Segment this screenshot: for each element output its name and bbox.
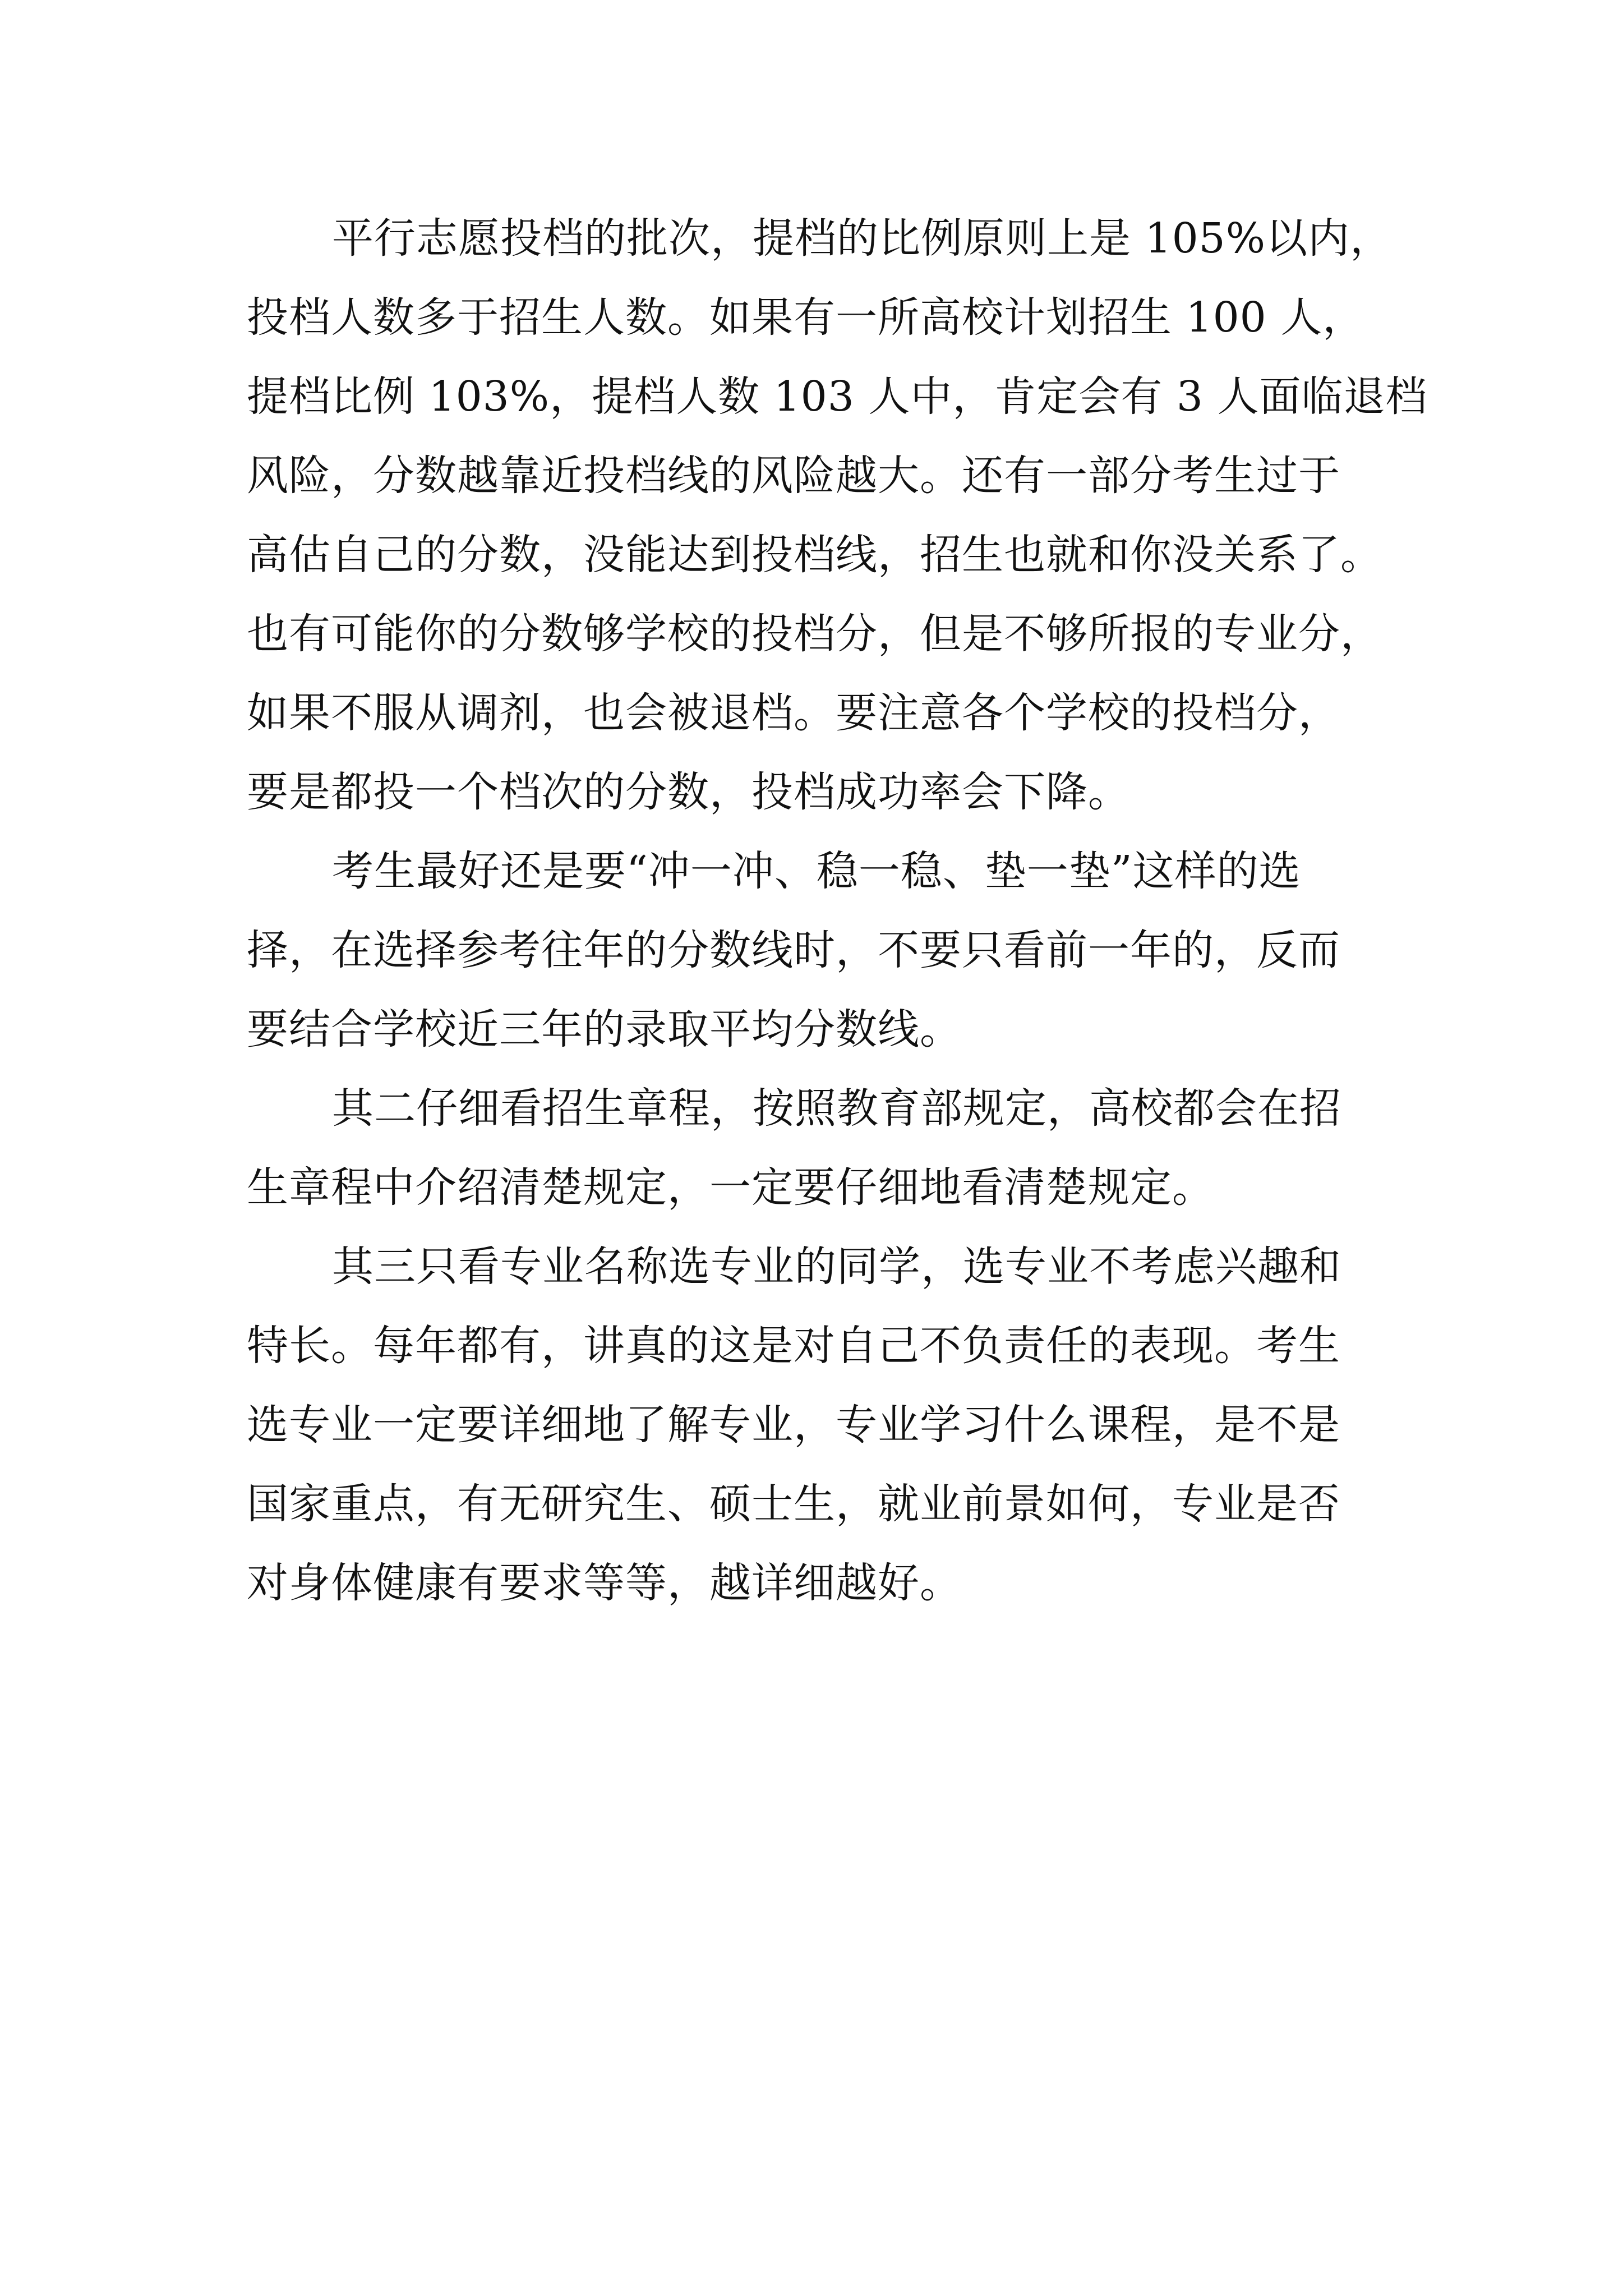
paragraph-2 — [247, 832, 1391, 1069]
text-line: 如果不服从调剂，也会被退档。要注意各个学校的投档分， — [247, 689, 1340, 737]
body-text — [247, 199, 1428, 1623]
text-line: 对身体健康有要求等等，越详细越好。 — [247, 1559, 962, 1607]
text-line: 也有可能你的分数够学校的投档分，但是不够所报的专业分， — [247, 610, 1382, 658]
text-line: 提档比例 103%，提档人数 103 人中，肯定会有 3 人面临退档 — [247, 372, 1428, 421]
text-line: 要结合学校近三年的录取平均分数线。 — [247, 1005, 962, 1053]
text-line: 风险，分数越靠近投档线的风险越大。还有一部分考生过于 — [247, 452, 1340, 500]
text-line: 考生最好还是要“冲一冲、稳一稳、垫一垫”这样的选 — [332, 847, 1301, 895]
text-line: 生章程中介绍清楚规定，一定要仔细地看清楚规定。 — [247, 1163, 1214, 1212]
paragraph-1 — [247, 199, 1428, 832]
text-line: 特长。每年都有，讲真的这是对自己不负责任的表现。考生 — [247, 1322, 1340, 1370]
text-line: 平行志愿投档的批次，提档的比例原则上是 105%以内， — [332, 214, 1393, 263]
paragraph-3 — [247, 1069, 1391, 1227]
text-line: 高估自己的分数，没能达到投档线，招生也就和你没关系了。 — [247, 531, 1382, 579]
text-line: 其二仔细看招生章程，按照教育部规定，高校都会在招 — [332, 1084, 1341, 1133]
text-line: 选专业一定要详细地了解专业，专业学习什么课程，是不是 — [247, 1401, 1340, 1449]
text-line: 国家重点，有无研究生、硕士生，就业前景如何，专业是否 — [247, 1480, 1340, 1528]
text-line: 要是都投一个档次的分数，投档成功率会下降。 — [247, 768, 1130, 816]
paragraph-4 — [247, 1227, 1391, 1623]
text-line: 择，在选择参考往年的分数线时，不要只看前一年的，反而 — [247, 926, 1340, 974]
text-line: 其三只看专业名称选专业的同学，选专业不考虑兴趣和 — [332, 1243, 1341, 1291]
text-line: 投档人数多于招生人数。如果有一所高校计划招生 100 人， — [247, 293, 1365, 342]
